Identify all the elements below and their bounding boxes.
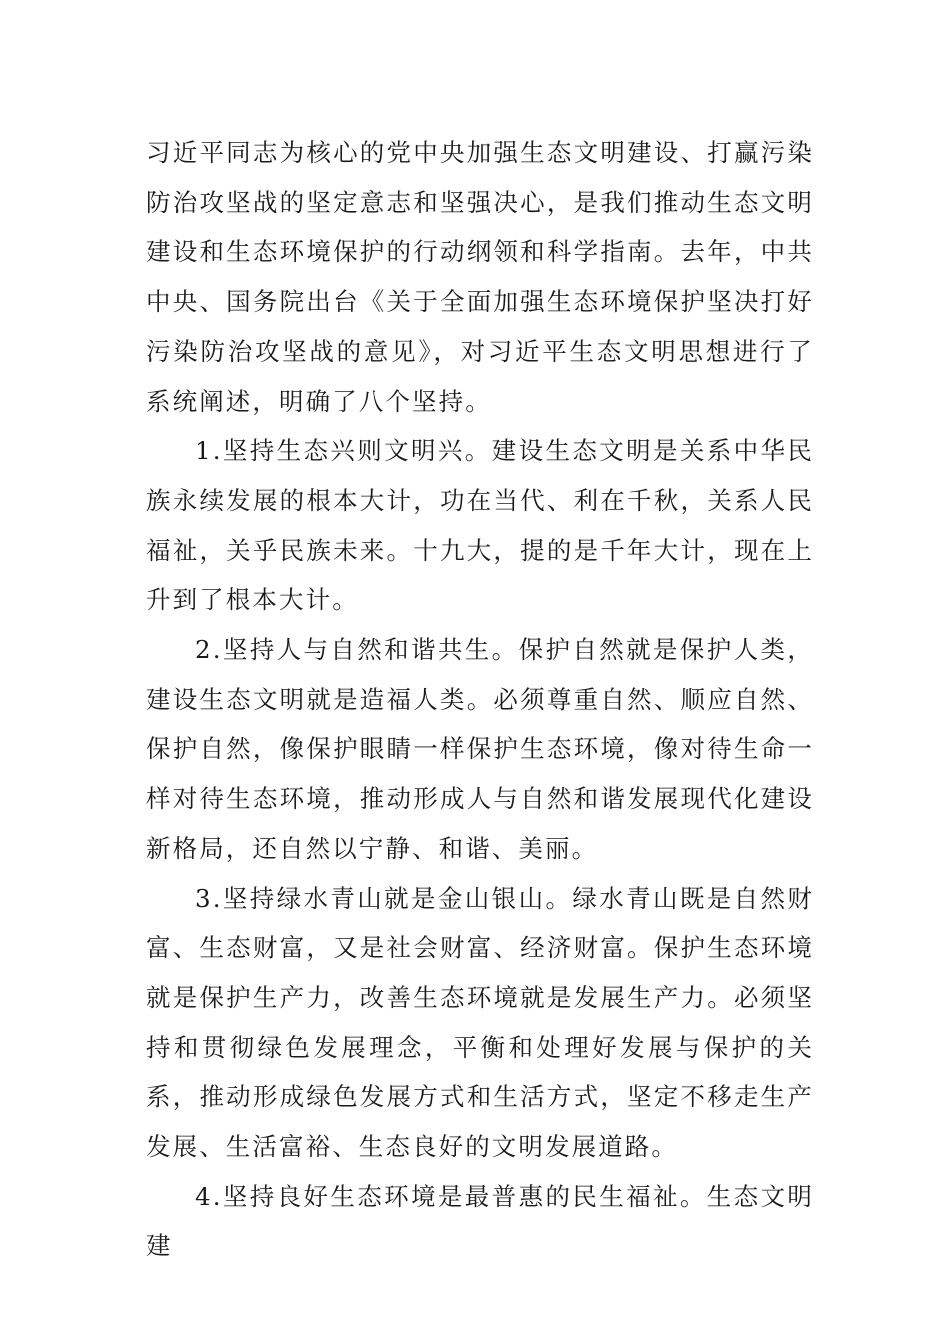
paragraph-point-3: 3.坚持绿水青山就是金山银山。绿水青山既是自然财富、生态财富，又是社会财富、经济财富。保护生态环境就是保护生产力，改善生态环境就是发展生产力。必须坚持和贯彻绿色发展理念，平衡和处理好发展与保护的关系，推动形成绿色发展方式和生活方式，坚定不移走生产发展、生活富裕、生态良好的文明发展道路。: [146, 883, 814, 1162]
paragraph-point-4: 4.坚持良好生态环境是最普惠的民生福祉。生态文明建: [146, 1181, 814, 1261]
paragraph-point-1: 1.坚持生态兴则文明兴。建设生态文明是关系中华民族永续发展的根本大计，功在当代、利在千秋，关系人民福祉，关乎民族未来。十九大，提的是千年大计，现在上升到了根本大计。: [146, 436, 814, 615]
document-body: [146, 128, 814, 1271]
paragraph-point-2: 2.坚持人与自然和谐共生。保护自然就是保护人类，建设生态文明就是造福人类。必须尊重自然、顺应自然、保护自然，像保护眼睛一样保护生态环境，像对待生命一样对待生态环境，推动形成人与自然和谐发展现代化建设新格局，还自然以宁静、和谐、美丽。: [146, 635, 814, 863]
paragraph-intro: 习近平同志为核心的党中央加强生态文明建设、打赢污染防治攻坚战的坚定意志和坚强决心，是我们推动生态文明建设和生态环境保护的行动纲领和科学指南。去年，中共中央、国务院出台《关于全面加强生态环境保护坚决打好污染防治攻坚战的意见》，对习近平生态文明思想进行了系统阐述，明确了八个坚持。: [146, 138, 814, 416]
